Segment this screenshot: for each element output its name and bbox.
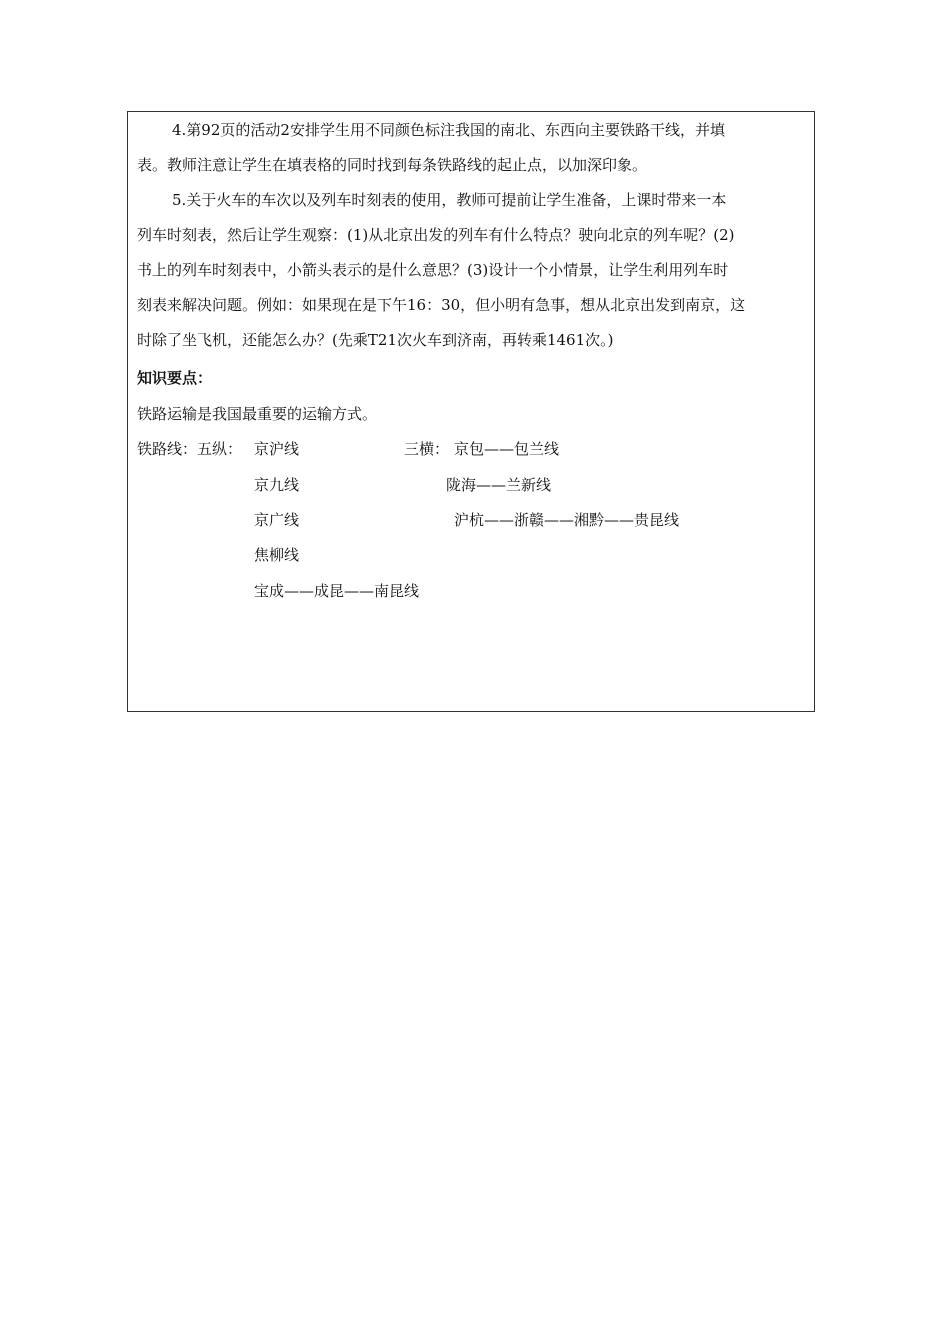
vertical-line-item: 京沪线 — [254, 440, 300, 458]
horizontal-lines-label: 三横： — [404, 440, 450, 458]
vertical-line-item: 京广线 — [254, 511, 300, 529]
horizontal-line-item: 沪杭——浙赣——湘黔——贵昆线 — [454, 511, 680, 529]
paragraph-5-line-2: 列车时刻表，然后让学生观察：(1)从北京出发的列车有什么特点？驶向北京的列车呢？(2) — [137, 226, 735, 244]
paragraph-4-line-2: 表。教师注意让学生在填表格的同时找到每条铁路线的起止点，以加深印象。 — [137, 156, 648, 174]
paragraph-5-line-5: 时除了坐飞机，还能怎么办？(先乘T21次火车到济南，再转乘1461次。) — [137, 331, 614, 349]
vertical-line-item: 京九线 — [254, 476, 300, 494]
vertical-line-item: 宝成——成昆——南昆线 — [254, 582, 420, 600]
paragraph-5-line-4: 刻表来解决问题。例如：如果现在是下午16：30，但小明有急事，想从北京出发到南京，这 — [137, 296, 746, 314]
knowledge-heading: 知识要点： — [137, 369, 213, 387]
rail-lines-label: 铁路线：五纵： — [137, 440, 243, 458]
knowledge-statement: 铁路运输是我国最重要的运输方式。 — [137, 405, 378, 423]
vertical-line-item: 焦柳线 — [254, 546, 300, 564]
horizontal-line-item: 陇海——兰新线 — [446, 476, 552, 494]
paragraph-5-line-1: 5.关于火车的车次以及列车时刻表的使用，教师可提前让学生准备，上课时带来一本 — [172, 191, 727, 209]
paragraph-5-line-3: 书上的列车时刻表中，小箭头表示的是什么意思？(3)设计一个小情景，让学生利用列车时 — [137, 261, 729, 279]
paragraph-4-line-1: 4.第92页的活动2安排学生用不同颜色标注我国的南北、东西向主要铁路干线，并填 — [172, 121, 725, 139]
horizontal-line-item: 京包——包兰线 — [454, 440, 560, 458]
